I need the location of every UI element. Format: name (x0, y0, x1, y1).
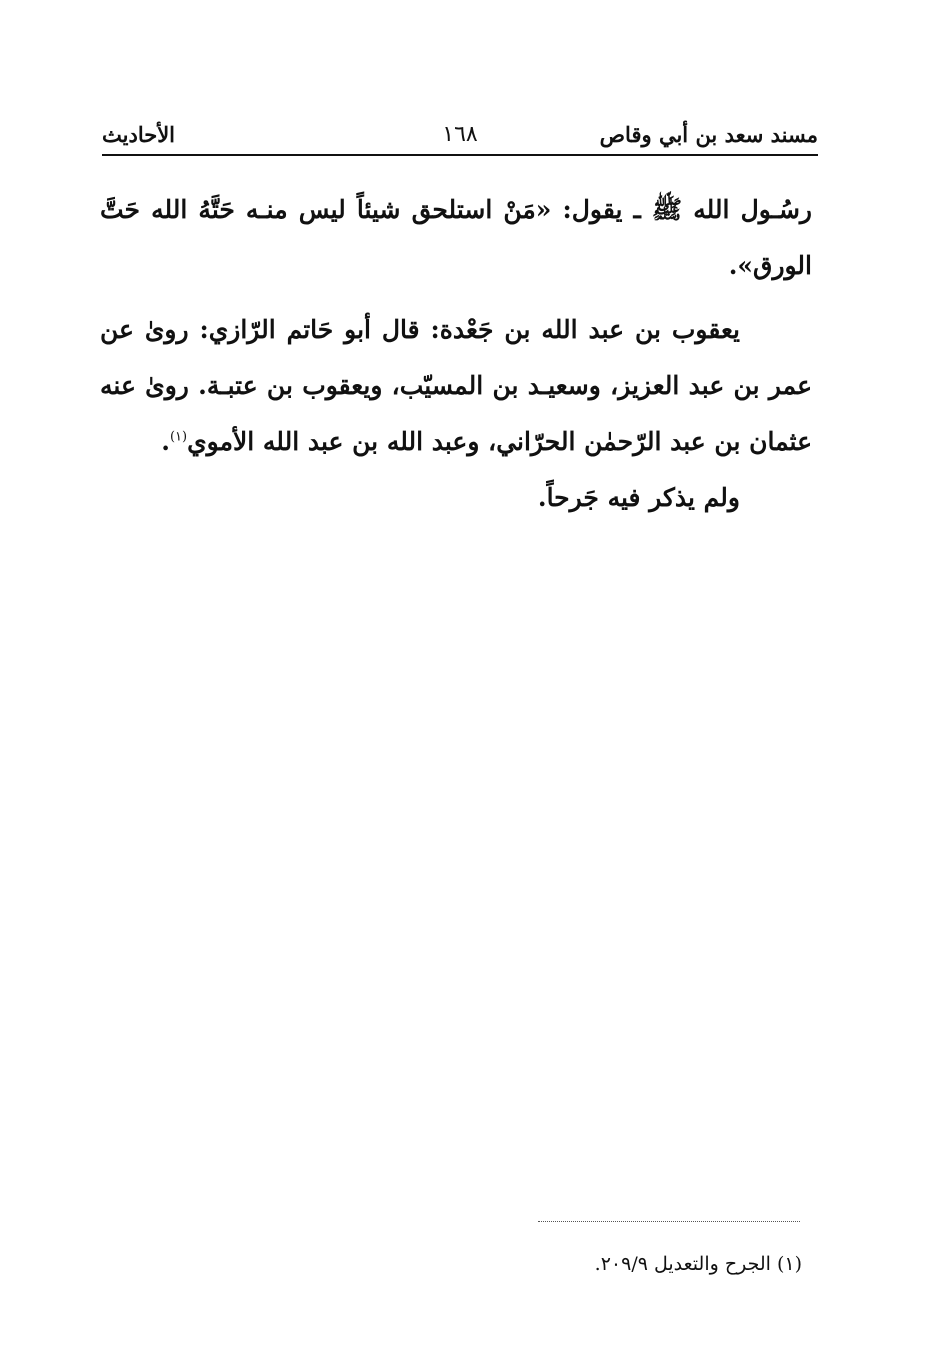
paragraph-2-end: . (161, 427, 170, 456)
footnote-rule (538, 1221, 800, 1222)
paragraph-1: رسُـول الله ﷺ ـ يقول: «مَنْ استلحق شيئاً ليس منـه حَتَّهُ الله حَتَّ الورق». (100, 195, 812, 280)
page-number: ١٦٨ (442, 122, 478, 147)
running-head-section: الأحاديث (102, 122, 176, 147)
header-rule (102, 154, 818, 156)
footnote-reference: (١) (169, 429, 188, 445)
footnote-1: (١) الجرح والتعديل ٢٠٩/٩. (594, 1253, 802, 1275)
paragraph-2-text: يعقوب بن عبد الله بن جَعْدة: قال أبو حَاتم الرّازي: روىٰ عن عمر بن عبد العزيز، وسعيـد بن المسيّب، ويعقوب بن عتبـة. روىٰ عنه عثمان بن عبد الرّحمٰن الحرّاني، وعبد الله بن عبد الله الأموي (100, 315, 812, 456)
paragraph-3: ولم يذكر فيه جَرحاً. (537, 483, 740, 512)
running-head-title: مسند سعد بن أبي وقاص (599, 122, 818, 147)
body-text (100, 182, 812, 526)
paragraph-2 (100, 302, 812, 470)
running-head (102, 118, 818, 154)
